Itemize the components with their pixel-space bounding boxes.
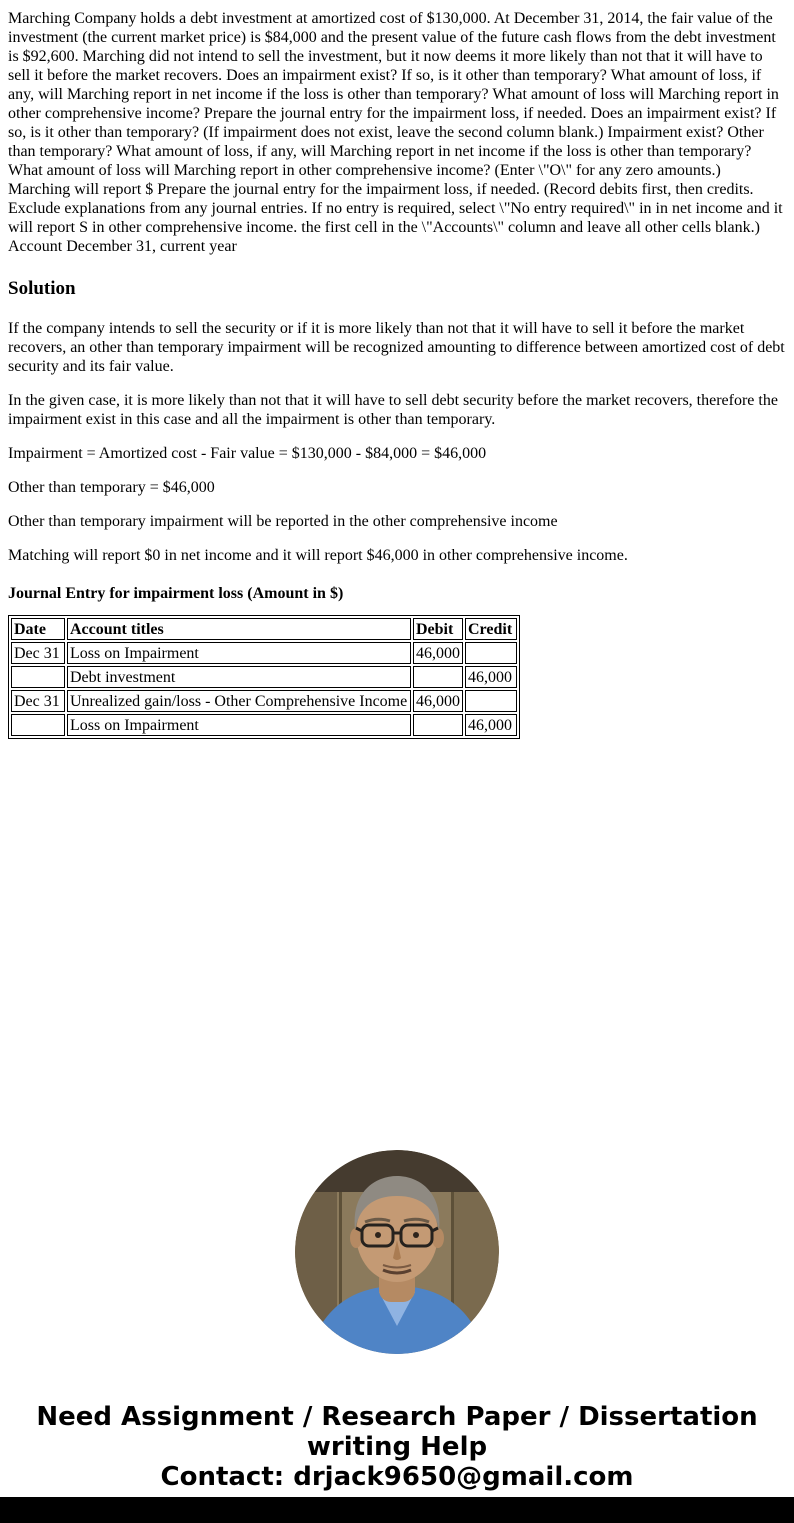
table-cell-debit: 46,000 xyxy=(413,690,463,712)
footer xyxy=(0,1402,794,1492)
table-cell-account: Unrealized gain/loss - Other Comprehensive Income xyxy=(67,690,411,712)
table-row xyxy=(11,690,517,712)
table-cell-account: Loss on Impairment xyxy=(67,642,411,664)
journal-heading: Journal Entry for impairment loss (Amount in $) xyxy=(8,585,344,603)
table-cell-debit: 46,000 xyxy=(413,642,463,664)
column-header-credit: Credit xyxy=(465,618,517,640)
journal-entry-table xyxy=(8,615,520,739)
footer-inner xyxy=(26,1402,768,1492)
document-body xyxy=(8,0,786,739)
promo-section xyxy=(0,1150,794,1359)
table-cell-date xyxy=(11,666,65,688)
column-header-debit: Debit xyxy=(413,618,463,640)
table-row xyxy=(11,642,517,664)
promo-contact-email: Contact: drjack9650@gmail.com xyxy=(160,1462,634,1492)
table-cell-account: Loss on Impairment xyxy=(67,714,411,736)
solution-paragraph: If the company intends to sell the security or if it is more likely than not that it will have to sell it before the market recovers, an other than temporary impairment will be recognized amounting to difference between amortized cost of debt security and its fair value. xyxy=(8,320,785,376)
solution-paragraph: Matching will report $0 in net income and it will report $46,000 in other comprehensive income. xyxy=(8,547,628,565)
table-cell-date xyxy=(11,714,65,736)
solution-paragraph: Other than temporary impairment will be reported in the other comprehensive income xyxy=(8,513,558,531)
table-cell-credit: 46,000 xyxy=(465,666,517,688)
tutor-photo-icon xyxy=(295,1150,499,1354)
bottom-bar xyxy=(0,1497,794,1523)
table-cell-credit: 46,000 xyxy=(465,714,517,736)
solution-heading: Solution xyxy=(8,278,76,300)
tutor-avatar xyxy=(295,1150,499,1354)
table-row xyxy=(11,714,517,736)
table-cell-account: Debt investment xyxy=(67,666,411,688)
solution-paragraph: Impairment = Amortized cost - Fair value = $130,000 - $84,000 = $46,000 xyxy=(8,445,487,463)
table-cell-debit xyxy=(413,714,463,736)
table-cell-date: Dec 31 xyxy=(11,642,65,664)
promo-heading: Need Assignment / Research Paper / Dissertation writing Help xyxy=(36,1402,758,1462)
table-cell-credit xyxy=(465,690,517,712)
table-row xyxy=(11,666,517,688)
question-text: Marching Company holds a debt investment at amortized cost of $130,000. At December 31, 2014, the fair value of the investment (the current market price) is $84,000 and the present value of the future cash flows from the debt investment is $92,600. Marching did not intend to sell the investment, but it now deems it more likely than not that it will have to sell it before the market recovers. Does an impairment exist? If so, is it other than temporary? What amount of loss, if any, will Marching report in net income if the loss is other than temporary? What amount of loss will Marching report in other comprehensive income? Prepare the journal entry for the impairment loss, if needed. Does an impairment exist? If so, is it other than temporary? (If impairment does not exist, leave the second column blank.) Impairment exist? Other than temporary? What amount of loss, if any, will Marching report in net income if the loss is other than temporary? What amount of loss will Marching report in other comprehensive income? (Enter \"O\" for any zero amounts.) Marching will report $ Prepare the journal entry for the impairment loss, if needed. (Record debits first, then credits. Exclude explanations from any journal entries. If no entry is required, select \"No entry required\" in in net income and it will report S in other comprehensive income. the first cell in the \"Accounts\" column and leave all other cells blank.) Account December 31, current year xyxy=(8,10,783,256)
column-header-account-titles: Account titles xyxy=(67,618,411,640)
solution-paragraph: In the given case, it is more likely than not that it will have to sell debt security before the market recovers, therefore the impairment exist in this case and all the impairment is other than temporary. xyxy=(8,392,778,429)
table-cell-date: Dec 31 xyxy=(11,690,65,712)
table-cell-debit xyxy=(413,666,463,688)
column-header-date: Date xyxy=(11,618,65,640)
solution-paragraph: Other than temporary = $46,000 xyxy=(8,479,215,497)
table-cell-credit xyxy=(465,642,517,664)
table-header-row xyxy=(11,618,517,640)
